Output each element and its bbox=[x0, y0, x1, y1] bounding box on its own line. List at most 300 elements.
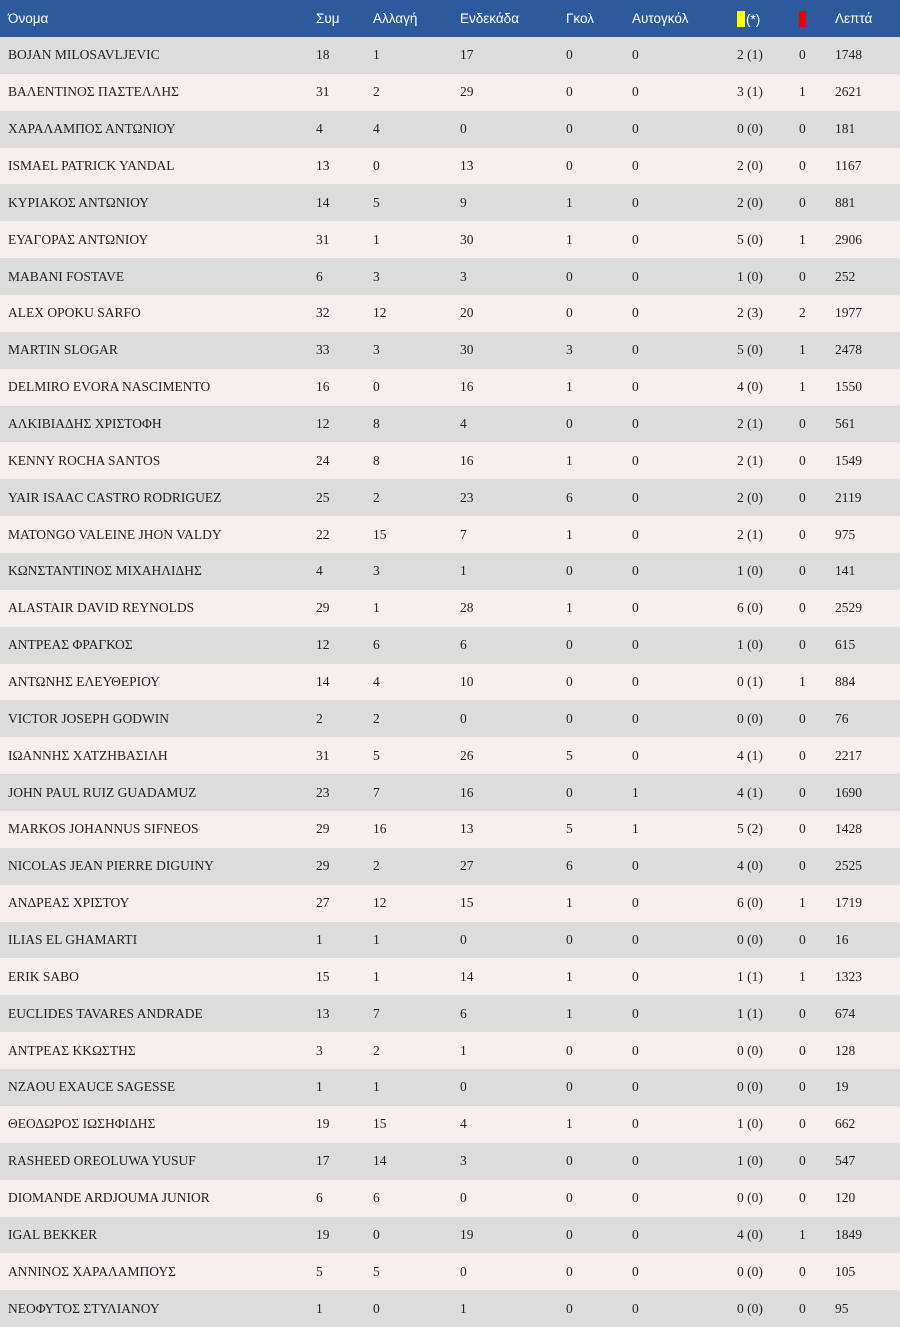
player-starts: 28 bbox=[460, 600, 474, 616]
table-row bbox=[0, 74, 900, 111]
player-own-goals: 0 bbox=[632, 84, 639, 100]
player-minutes: 1748 bbox=[835, 47, 862, 63]
player-yellow-cards: 1 (0) bbox=[737, 1153, 763, 1169]
player-apps: 32 bbox=[316, 305, 330, 321]
player-apps: 18 bbox=[316, 47, 330, 63]
table-row bbox=[0, 627, 900, 664]
table-row bbox=[0, 1032, 900, 1069]
player-name[interactable]: YAIR ISAAC CASTRO RODRIGUEZ bbox=[8, 489, 222, 505]
player-name[interactable]: IGAL BEKKER bbox=[8, 1226, 98, 1242]
player-own-goals: 0 bbox=[632, 1116, 639, 1132]
player-goals: 1 bbox=[566, 1005, 573, 1021]
player-goals: 0 bbox=[566, 84, 573, 100]
player-name[interactable]: NICOLAS JEAN PIERRE DIGUINY bbox=[8, 858, 214, 874]
player-apps: 6 bbox=[316, 268, 323, 284]
player-minutes: 76 bbox=[835, 710, 849, 726]
player-goals: 0 bbox=[566, 1190, 573, 1206]
player-red-cards: 0 bbox=[799, 710, 806, 726]
player-subs: 2 bbox=[373, 84, 380, 100]
player-red-cards: 0 bbox=[799, 47, 806, 63]
player-own-goals: 0 bbox=[632, 268, 639, 284]
player-yellow-cards: 5 (2) bbox=[737, 821, 763, 837]
player-apps: 16 bbox=[316, 379, 330, 395]
col-header-yellow-cards[interactable] bbox=[737, 0, 799, 37]
player-name[interactable]: ΑΝΤΩΝΗΣ ΕΛΕΥΘΕΡΙΟΥ bbox=[8, 674, 160, 690]
col-header-starts[interactable]: Ενδεκάδα bbox=[460, 11, 519, 26]
player-yellow-cards: 4 (0) bbox=[737, 858, 763, 874]
table-row bbox=[0, 1217, 900, 1254]
player-starts: 1 bbox=[460, 1042, 467, 1058]
player-red-cards: 0 bbox=[799, 526, 806, 542]
player-yellow-cards: 1 (0) bbox=[737, 563, 763, 579]
player-yellow-cards: 4 (1) bbox=[737, 747, 763, 763]
player-subs: 1 bbox=[373, 231, 380, 247]
table-row bbox=[0, 258, 900, 295]
player-red-cards: 1 bbox=[799, 895, 806, 911]
player-goals: 0 bbox=[566, 416, 573, 432]
player-starts: 26 bbox=[460, 747, 474, 763]
player-minutes: 95 bbox=[835, 1300, 849, 1316]
player-minutes: 181 bbox=[835, 121, 856, 137]
player-apps: 12 bbox=[316, 637, 330, 653]
player-apps: 1 bbox=[316, 932, 323, 948]
player-red-cards: 0 bbox=[799, 932, 806, 948]
player-yellow-cards: 1 (0) bbox=[737, 1116, 763, 1132]
table-row bbox=[0, 848, 900, 885]
yellow-card-icon bbox=[737, 11, 745, 27]
table-header-row bbox=[0, 0, 900, 37]
player-apps: 31 bbox=[316, 747, 330, 763]
player-name[interactable]: ΑΝΤΡΕΑΣ ΚΚΩΣΤΗΣ bbox=[8, 1042, 136, 1058]
table-row bbox=[0, 590, 900, 627]
player-own-goals: 0 bbox=[632, 563, 639, 579]
player-starts: 3 bbox=[460, 268, 467, 284]
player-goals: 5 bbox=[566, 747, 573, 763]
player-apps: 5 bbox=[316, 1263, 323, 1279]
player-subs: 5 bbox=[373, 747, 380, 763]
player-apps: 19 bbox=[316, 1226, 330, 1242]
player-own-goals: 0 bbox=[632, 1300, 639, 1316]
player-yellow-cards: 3 (1) bbox=[737, 84, 763, 100]
player-red-cards: 0 bbox=[799, 268, 806, 284]
player-starts: 16 bbox=[460, 784, 474, 800]
player-name[interactable]: MATONGO VALEINE JHON VALDY bbox=[8, 526, 222, 542]
table-row bbox=[0, 1106, 900, 1143]
player-subs: 2 bbox=[373, 710, 380, 726]
player-name[interactable]: ΚΩΝΣΤΑΝΤΙΝΟΣ ΜΙΧΑΗΛΙΔΗΣ bbox=[8, 563, 202, 579]
player-name[interactable]: ERIK SABO bbox=[8, 968, 79, 984]
table-row bbox=[0, 958, 900, 995]
player-red-cards: 0 bbox=[799, 416, 806, 432]
player-yellow-cards: 2 (0) bbox=[737, 194, 763, 210]
player-name[interactable]: ΑΛΚΙΒΙΑΔΗΣ ΧΡΙΣΤΟΦΗ bbox=[8, 416, 162, 432]
col-header-own-goals[interactable]: Αυτογκόλ bbox=[632, 11, 689, 26]
player-yellow-cards: 2 (1) bbox=[737, 47, 763, 63]
table-row bbox=[0, 1290, 900, 1327]
player-goals: 0 bbox=[566, 563, 573, 579]
player-minutes: 2529 bbox=[835, 600, 862, 616]
player-name[interactable]: RASHEED OREOLUWA YUSUF bbox=[8, 1153, 196, 1169]
player-goals: 0 bbox=[566, 1226, 573, 1242]
player-subs: 8 bbox=[373, 416, 380, 432]
player-subs: 7 bbox=[373, 1005, 380, 1021]
player-red-cards: 0 bbox=[799, 1079, 806, 1095]
col-header-red-cards[interactable] bbox=[799, 0, 835, 37]
table-row bbox=[0, 1180, 900, 1217]
player-red-cards: 0 bbox=[799, 1153, 806, 1169]
player-own-goals: 0 bbox=[632, 710, 639, 726]
player-apps: 29 bbox=[316, 858, 330, 874]
player-name[interactable]: ΧΑΡΑΛΑΜΠΟΣ ΑΝΤΩΝΙΟΥ bbox=[8, 121, 176, 137]
player-yellow-cards: 2 (0) bbox=[737, 158, 763, 173]
player-starts: 16 bbox=[460, 379, 474, 395]
player-starts: 0 bbox=[460, 1079, 467, 1095]
player-minutes: 1167 bbox=[835, 158, 862, 173]
player-name[interactable]: ΘΕΟΔΩΡΟΣ ΙΩΣΗΦΙΔΗΣ bbox=[8, 1116, 156, 1132]
player-red-cards: 0 bbox=[799, 1263, 806, 1279]
player-goals: 1 bbox=[566, 895, 573, 911]
player-name[interactable]: DIOMANDE ARDJOUMA JUNIOR bbox=[8, 1190, 210, 1206]
player-starts: 17 bbox=[460, 47, 474, 63]
player-subs: 1 bbox=[373, 1079, 380, 1095]
player-yellow-cards: 0 (1) bbox=[737, 674, 763, 690]
player-yellow-cards: 2 (0) bbox=[737, 489, 763, 505]
player-minutes: 1428 bbox=[835, 821, 862, 837]
player-starts: 30 bbox=[460, 231, 474, 247]
player-goals: 1 bbox=[566, 452, 573, 468]
player-yellow-cards: 2 (1) bbox=[737, 526, 763, 542]
player-yellow-cards: 0 (0) bbox=[737, 710, 763, 726]
table-row bbox=[0, 774, 900, 811]
player-minutes: 2525 bbox=[835, 858, 862, 874]
player-apps: 4 bbox=[316, 563, 323, 579]
player-yellow-cards: 0 (0) bbox=[737, 1042, 763, 1058]
player-apps: 2 bbox=[316, 710, 323, 726]
player-yellow-cards: 6 (0) bbox=[737, 600, 763, 616]
player-own-goals: 0 bbox=[632, 1263, 639, 1279]
player-starts: 20 bbox=[460, 305, 474, 321]
col-header-goals[interactable]: Γκολ bbox=[566, 11, 595, 26]
player-own-goals: 0 bbox=[632, 637, 639, 653]
player-minutes: 141 bbox=[835, 563, 856, 579]
player-goals: 6 bbox=[566, 489, 573, 505]
player-minutes: 662 bbox=[835, 1116, 856, 1132]
player-own-goals: 0 bbox=[632, 858, 639, 874]
player-name[interactable]: ALASTAIR DAVID REYNOLDS bbox=[8, 600, 195, 616]
player-apps: 14 bbox=[316, 194, 330, 210]
player-goals: 0 bbox=[566, 932, 573, 948]
player-own-goals: 0 bbox=[632, 600, 639, 616]
player-name[interactable]: ΑΝΝΙΝΟΣ ΧΑΡΑΛΑΜΠΟΥΣ bbox=[8, 1263, 176, 1279]
player-red-cards: 0 bbox=[799, 1190, 806, 1206]
player-yellow-cards: 0 (0) bbox=[737, 1263, 763, 1279]
player-apps: 1 bbox=[316, 1079, 323, 1095]
player-yellow-cards: 1 (0) bbox=[737, 268, 763, 284]
player-yellow-cards: 4 (1) bbox=[737, 784, 763, 800]
col-header-subs[interactable]: Αλλαγή bbox=[373, 11, 418, 26]
player-name[interactable]: ΒΑΛΕΝΤΙΝΟΣ ΠΑΣΤΕΛΛΗΣ bbox=[8, 84, 180, 100]
player-name[interactable]: EUCLIDES TAVARES ANDRADE bbox=[8, 1005, 203, 1021]
player-starts: 15 bbox=[460, 895, 474, 911]
player-minutes: 975 bbox=[835, 526, 856, 542]
player-goals: 0 bbox=[566, 710, 573, 726]
table-row bbox=[0, 221, 900, 258]
player-own-goals: 0 bbox=[632, 231, 639, 247]
player-yellow-cards: 4 (0) bbox=[737, 379, 763, 395]
player-goals: 0 bbox=[566, 637, 573, 653]
player-apps: 31 bbox=[316, 84, 330, 100]
player-goals: 0 bbox=[566, 1153, 573, 1169]
player-goals: 1 bbox=[566, 526, 573, 542]
player-red-cards: 2 bbox=[799, 305, 806, 321]
player-red-cards: 1 bbox=[799, 379, 806, 395]
player-name[interactable]: VICTOR JOSEPH GODWIN bbox=[8, 710, 170, 726]
player-name[interactable]: ISMAEL PATRICK YANDAL bbox=[8, 158, 175, 173]
col-header-name[interactable]: Όνομα bbox=[8, 11, 49, 26]
player-name[interactable]: ΑΝΤΡΕΑΣ ΦΡΑΓΚΟΣ bbox=[8, 637, 133, 653]
player-red-cards: 0 bbox=[799, 489, 806, 505]
player-name[interactable]: MABANI FOSTAVE bbox=[8, 268, 125, 284]
player-own-goals: 0 bbox=[632, 674, 639, 690]
player-subs: 0 bbox=[373, 158, 380, 173]
player-yellow-cards: 0 (0) bbox=[737, 121, 763, 137]
player-red-cards: 0 bbox=[799, 1116, 806, 1132]
player-starts: 9 bbox=[460, 194, 467, 210]
player-own-goals: 0 bbox=[632, 47, 639, 63]
player-minutes: 1323 bbox=[835, 968, 862, 984]
player-starts: 0 bbox=[460, 1263, 467, 1279]
player-apps: 15 bbox=[316, 968, 330, 984]
player-red-cards: 1 bbox=[799, 1226, 806, 1242]
player-goals: 5 bbox=[566, 821, 573, 837]
player-starts: 13 bbox=[460, 821, 474, 837]
player-red-cards: 1 bbox=[799, 674, 806, 690]
table-row bbox=[0, 664, 900, 701]
player-subs: 6 bbox=[373, 1190, 380, 1206]
player-apps: 31 bbox=[316, 231, 330, 247]
player-apps: 27 bbox=[316, 895, 330, 911]
player-goals: 0 bbox=[566, 784, 573, 800]
player-red-cards: 0 bbox=[799, 600, 806, 616]
player-yellow-cards: 4 (0) bbox=[737, 1226, 763, 1242]
player-apps: 23 bbox=[316, 784, 330, 800]
player-starts: 27 bbox=[460, 858, 474, 874]
player-subs: 0 bbox=[373, 1300, 380, 1316]
player-minutes: 2478 bbox=[835, 342, 862, 358]
player-red-cards: 1 bbox=[799, 968, 806, 984]
player-minutes: 16 bbox=[835, 932, 849, 948]
player-goals: 1 bbox=[566, 1116, 573, 1132]
player-goals: 6 bbox=[566, 858, 573, 874]
player-subs: 5 bbox=[373, 1263, 380, 1279]
player-goals: 0 bbox=[566, 1300, 573, 1316]
player-own-goals: 0 bbox=[632, 747, 639, 763]
col-header-apps[interactable]: Συμ bbox=[316, 11, 340, 26]
player-own-goals: 0 bbox=[632, 1226, 639, 1242]
table-row bbox=[0, 1069, 900, 1106]
player-yellow-cards: 2 (3) bbox=[737, 305, 763, 321]
player-goals: 3 bbox=[566, 342, 573, 358]
table-row bbox=[0, 369, 900, 406]
player-subs: 0 bbox=[373, 379, 380, 395]
player-subs: 7 bbox=[373, 784, 380, 800]
player-starts: 29 bbox=[460, 84, 474, 100]
player-starts: 30 bbox=[460, 342, 474, 358]
player-subs: 3 bbox=[373, 563, 380, 579]
player-minutes: 19 bbox=[835, 1079, 849, 1095]
player-goals: 1 bbox=[566, 231, 573, 247]
player-subs: 1 bbox=[373, 600, 380, 616]
player-red-cards: 1 bbox=[799, 342, 806, 358]
player-apps: 17 bbox=[316, 1153, 330, 1169]
player-own-goals: 0 bbox=[632, 1042, 639, 1058]
player-apps: 22 bbox=[316, 526, 330, 542]
player-subs: 2 bbox=[373, 858, 380, 874]
player-own-goals: 0 bbox=[632, 1079, 639, 1095]
yellow-card-suffix: (*) bbox=[746, 11, 761, 27]
player-own-goals: 0 bbox=[632, 1190, 639, 1206]
table-row bbox=[0, 885, 900, 922]
player-own-goals: 0 bbox=[632, 379, 639, 395]
player-own-goals: 0 bbox=[632, 452, 639, 468]
player-apps: 24 bbox=[316, 452, 330, 468]
player-red-cards: 0 bbox=[799, 821, 806, 837]
player-name[interactable]: ΝΕΟΦΥΤΟΣ ΣΤΥΛΙΑΝΟΥ bbox=[8, 1300, 160, 1316]
player-subs: 0 bbox=[373, 1226, 380, 1242]
player-own-goals: 0 bbox=[632, 158, 639, 173]
player-minutes: 2906 bbox=[835, 231, 862, 247]
player-name[interactable]: ΕΥΑΓΟΡΑΣ ΑΝΤΩΝΙΟΥ bbox=[8, 231, 149, 247]
table-row bbox=[0, 516, 900, 553]
table-row bbox=[0, 922, 900, 959]
player-goals: 0 bbox=[566, 1042, 573, 1058]
table-row bbox=[0, 553, 900, 590]
player-starts: 14 bbox=[460, 968, 474, 984]
player-yellow-cards: 6 (0) bbox=[737, 895, 763, 911]
player-minutes: 1550 bbox=[835, 379, 862, 395]
player-own-goals: 0 bbox=[632, 416, 639, 432]
player-apps: 29 bbox=[316, 600, 330, 616]
player-own-goals: 0 bbox=[632, 121, 639, 137]
player-minutes: 1849 bbox=[835, 1226, 862, 1242]
player-name[interactable]: ΚΥΡΙΑΚΟΣ ΑΝΤΩΝΙΟΥ bbox=[8, 194, 149, 210]
player-goals: 0 bbox=[566, 268, 573, 284]
player-red-cards: 0 bbox=[799, 194, 806, 210]
player-name[interactable]: KENNY ROCHA SANTOS bbox=[8, 452, 161, 468]
player-apps: 13 bbox=[316, 1005, 330, 1021]
player-own-goals: 0 bbox=[632, 968, 639, 984]
player-name[interactable]: ΑΝΔΡΕΑΣ ΧΡΙΣΤΟΥ bbox=[8, 895, 130, 911]
player-yellow-cards: 1 (1) bbox=[737, 968, 763, 984]
player-own-goals: 0 bbox=[632, 1005, 639, 1021]
player-red-cards: 1 bbox=[799, 84, 806, 100]
player-starts: 0 bbox=[460, 710, 467, 726]
table-row bbox=[0, 111, 900, 148]
player-goals: 0 bbox=[566, 305, 573, 321]
player-starts: 6 bbox=[460, 637, 467, 653]
player-name[interactable]: MARTIN SLOGAR bbox=[8, 342, 118, 358]
player-own-goals: 0 bbox=[632, 526, 639, 542]
player-name[interactable]: ALEX OPOKU SARFO bbox=[8, 305, 141, 321]
player-yellow-cards: 0 (0) bbox=[737, 1079, 763, 1095]
player-yellow-cards: 0 (0) bbox=[737, 1190, 763, 1206]
player-name[interactable]: BOJAN MILOSAVLJEVIC bbox=[8, 47, 160, 63]
player-name[interactable]: ILIAS EL GHAMARTI bbox=[8, 932, 138, 948]
player-starts: 13 bbox=[460, 158, 474, 173]
player-subs: 1 bbox=[373, 932, 380, 948]
player-red-cards: 0 bbox=[799, 121, 806, 137]
player-yellow-cards: 1 (0) bbox=[737, 637, 763, 653]
player-subs: 1 bbox=[373, 968, 380, 984]
player-own-goals: 0 bbox=[632, 932, 639, 948]
player-subs: 3 bbox=[373, 268, 380, 284]
player-subs: 15 bbox=[373, 526, 387, 542]
player-apps: 6 bbox=[316, 1190, 323, 1206]
player-yellow-cards: 2 (1) bbox=[737, 416, 763, 432]
table-row bbox=[0, 148, 900, 185]
player-goals: 0 bbox=[566, 47, 573, 63]
table-row bbox=[0, 737, 900, 774]
player-goals: 1 bbox=[566, 194, 573, 210]
player-apps: 19 bbox=[316, 1116, 330, 1132]
player-minutes: 105 bbox=[835, 1263, 856, 1279]
player-own-goals: 1 bbox=[632, 821, 639, 837]
player-goals: 0 bbox=[566, 1079, 573, 1095]
player-subs: 5 bbox=[373, 194, 380, 210]
player-minutes: 547 bbox=[835, 1153, 856, 1169]
table-row bbox=[0, 995, 900, 1032]
player-yellow-cards: 5 (0) bbox=[737, 231, 763, 247]
table-row bbox=[0, 332, 900, 369]
player-apps: 13 bbox=[316, 158, 330, 173]
player-starts: 0 bbox=[460, 121, 467, 137]
player-name[interactable]: MARKOS JOHANNUS SIFNEOS bbox=[8, 821, 199, 837]
player-name[interactable]: JOHN PAUL RUIZ GUADAMUZ bbox=[8, 784, 197, 800]
player-minutes: 2217 bbox=[835, 747, 862, 763]
table-row bbox=[0, 37, 900, 74]
player-own-goals: 0 bbox=[632, 489, 639, 505]
player-minutes: 128 bbox=[835, 1042, 856, 1058]
player-subs: 2 bbox=[373, 489, 380, 505]
player-minutes: 1977 bbox=[835, 305, 862, 321]
player-name[interactable]: DELMIRO EVORA NASCIMENTO bbox=[8, 379, 211, 395]
player-subs: 3 bbox=[373, 342, 380, 358]
player-subs: 4 bbox=[373, 674, 380, 690]
player-yellow-cards: 0 (0) bbox=[737, 932, 763, 948]
player-yellow-cards: 0 (0) bbox=[737, 1300, 763, 1316]
player-apps: 1 bbox=[316, 1300, 323, 1316]
player-starts: 19 bbox=[460, 1226, 474, 1242]
player-own-goals: 0 bbox=[632, 194, 639, 210]
player-starts: 23 bbox=[460, 489, 474, 505]
player-red-cards: 1 bbox=[799, 231, 806, 247]
player-subs: 12 bbox=[373, 895, 387, 911]
table-row bbox=[0, 442, 900, 479]
player-apps: 33 bbox=[316, 342, 330, 358]
player-name[interactable]: NZAOU EXAUCE SAGESSE bbox=[8, 1079, 176, 1095]
player-yellow-cards: 2 (1) bbox=[737, 452, 763, 468]
player-name[interactable]: ΙΩΑΝΝΗΣ ΧΑΤΖΗΒΑΣΙΛΗ bbox=[8, 747, 168, 763]
player-minutes: 881 bbox=[835, 194, 856, 210]
player-minutes: 615 bbox=[835, 637, 856, 653]
table-row bbox=[0, 295, 900, 332]
col-header-minutes[interactable]: Λεπτά bbox=[835, 11, 873, 26]
player-apps: 4 bbox=[316, 121, 323, 137]
player-subs: 16 bbox=[373, 821, 387, 837]
player-own-goals: 0 bbox=[632, 895, 639, 911]
player-minutes: 120 bbox=[835, 1190, 856, 1206]
player-minutes: 2621 bbox=[835, 84, 862, 100]
